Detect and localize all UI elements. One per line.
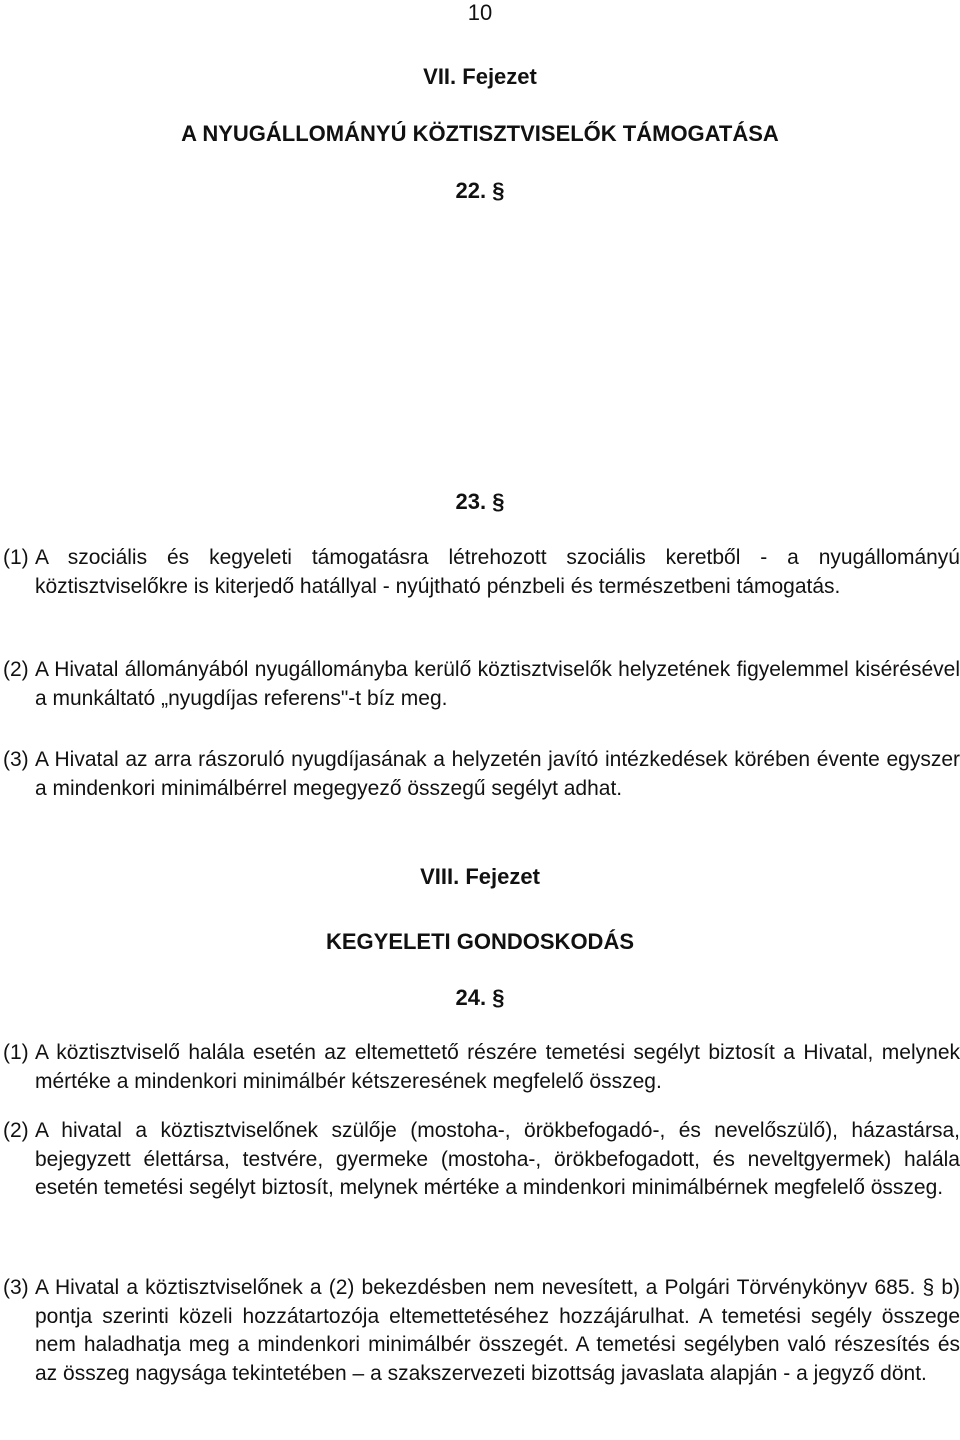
section-22-heading: 22. § [455,178,505,203]
section-24-paragraph-2 [3,1117,960,1203]
paragraph-text: A köztisztviselő halála esetén az eltemettető részére temetési segélyt biztosít a Hivatal, melynek mértéke a mindenkori minimálbér kétszeresének megfelelő összeg. [35,1041,960,1093]
paragraph-number: (3) [3,1276,29,1299]
section-24-paragraph-3 [3,1274,960,1388]
section-23-paragraph-1 [3,544,960,601]
section-23-paragraph-2 [3,656,960,713]
paragraph-text: A Hivatal az arra rászoruló nyugdíjasának a helyzetén javító intézkedések körében évente egyszer a mindenkori minimálbérrel megegyező összegű segélyt adhat. [35,748,960,800]
chapter-8-title: KEGYELETI GONDOSKODÁS [325,929,635,954]
paragraph-number: (1) [3,546,29,569]
paragraph-number: (2) [3,1119,29,1142]
section-23-heading: 23. § [455,489,505,514]
section-23-paragraph-3 [3,746,960,803]
chapter-8-label: VIII. Fejezet [420,864,540,889]
paragraph-number: (2) [3,658,29,681]
chapter-7-label: VII. Fejezet [423,64,537,89]
paragraph-number: (3) [3,748,29,771]
chapter-7-title: A NYUGÁLLOMÁNYÚ KÖZTISZTVISELŐK TÁMOGATÁSA [181,121,779,146]
paragraph-text: A Hivatal állományából nyugállományba kerülő köztisztviselők helyzetének figyelemmel kisérésével a munkáltató „nyugdíjas referens"-t bíz meg. [35,658,960,710]
paragraph-text: A hivatal a köztisztviselőnek szülője (mostoha-, örökbefogadó-, és nevelőszülő), házastársa, bejegyzett élettársa, testvére, gyermeke (mostoha-, örökbefogadott, és neveltgyermek) halála esetén temetési segélyt biztosít, melynek mértéke a mindenkori minimálbérnek megfelelő összeg. [35,1119,960,1199]
section-24-heading: 24. § [455,985,505,1010]
paragraph-number: (1) [3,1041,29,1064]
page-number: 10 [467,0,493,25]
paragraph-text: A szociális és kegyeleti támogatásra létrehozott szociális keretből - a nyugállományú köztisztviselőkre is kiterjedő hatállyal - nyújtható pénzbeli és természetbeni támogatás. [35,546,960,598]
section-24-paragraph-1 [3,1039,960,1096]
paragraph-text: A Hivatal a köztisztviselőnek a (2) bekezdésben nem nevesített, a Polgári Törvénykönyv 685. § b) pontja szerinti közeli hozzátartozója eltemettetéséhez hozzájárulhat. A temetési segély összege nem haladhatja meg a mindenkori minimálbér összegét. A temetési segélyben való részesítés és az összeg nagysága tekintetében – a szakszervezeti bizottság javaslata alapján - a jegyző dönt. [35,1276,960,1385]
